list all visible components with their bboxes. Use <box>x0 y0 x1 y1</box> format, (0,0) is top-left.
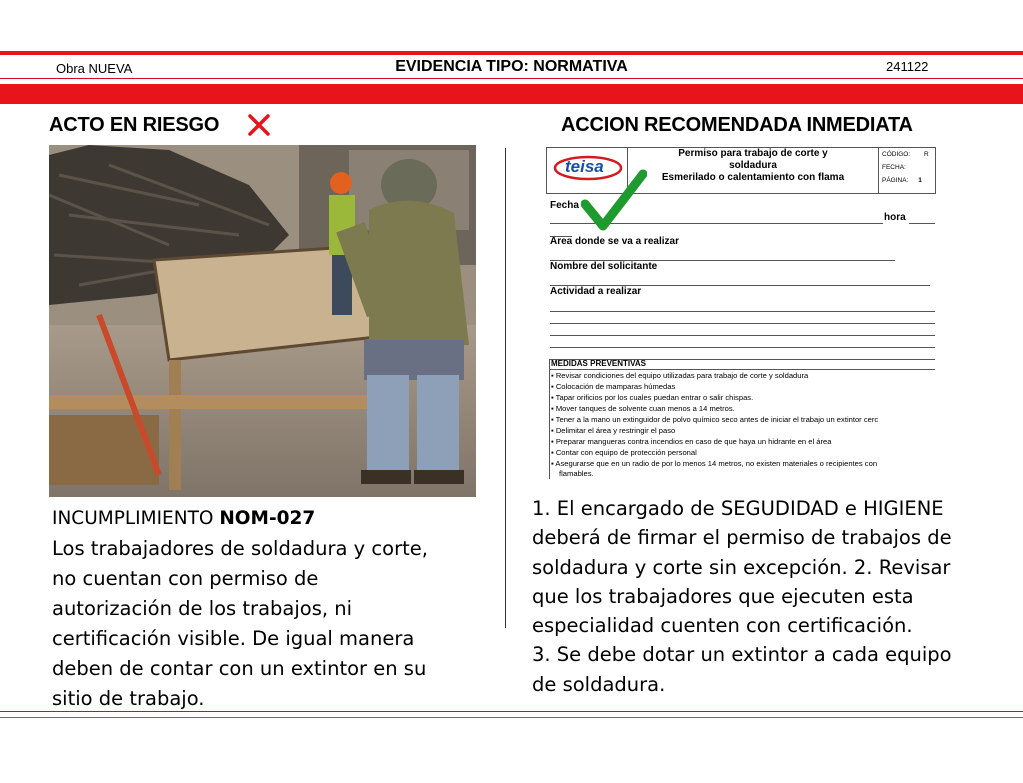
column-divider <box>505 148 506 628</box>
recommendation-line: de soldadura. <box>532 672 666 696</box>
form-meta <box>882 148 936 187</box>
measure-item: ▪ Colocación de mamparas húmedas <box>551 382 676 391</box>
meta-page-value: 1 <box>918 177 922 184</box>
measure-item: ▪ Tapar orificios por los cuales puedan entrar o salir chispas. <box>551 393 754 402</box>
field-actividad-line <box>550 347 935 348</box>
measure-item: ▪ Revisar condiciones del equipo utilizadas para trabajo de corte y soldadura <box>551 371 809 380</box>
description-line: Los trabajadores de soldadura y corte, <box>52 537 428 560</box>
measure-item: ▪ Contar con equipo de protección personal <box>551 448 697 457</box>
logo-text: teisa <box>565 157 604 176</box>
recommendation-line: 3. Se debe dotar un extintor a cada equipo <box>532 643 952 667</box>
field-actividad-line <box>550 323 935 324</box>
violation-description <box>52 534 492 714</box>
measure-item: flamables. <box>559 469 594 478</box>
document-code: 241122 <box>886 59 929 74</box>
measure-item: ▪ Delimitar el área y restringir el paso <box>551 426 676 435</box>
check-icon <box>581 168 647 232</box>
project-name: Obra NUEVA <box>56 61 133 76</box>
welding-worker-photo <box>49 145 476 497</box>
meta-date-label: FECHA: <box>882 164 906 171</box>
meta-code-label: CÓDIGO: <box>882 151 911 158</box>
form-title <box>629 148 877 184</box>
photo-illustration <box>49 145 476 497</box>
description-line: autorización de los trabajos, ni <box>52 597 353 620</box>
risk-heading <box>49 114 219 137</box>
recommendation-line: soldadura y corte sin excepción. 2. Revisar <box>532 555 951 579</box>
description-line: sitio de trabajo. <box>52 687 205 710</box>
header-top-rule <box>0 51 1023 55</box>
measures-title-rule <box>550 369 935 370</box>
measures-title: MEDIDAS PREVENTIVAS <box>551 359 646 368</box>
field-area: Area donde se va a realizar <box>550 236 679 247</box>
header-bottom-rule <box>0 78 1023 79</box>
field-solicitante: Nombre del solicitante <box>550 261 658 272</box>
field-actividad: Actividad a realizar <box>550 286 642 297</box>
field-actividad-line <box>550 335 935 336</box>
measure-item: ▪ Preparar mangueras contra incendios en caso de que haya un hidrante en el área <box>551 437 832 446</box>
footer-rule-bottom <box>0 717 1023 718</box>
recommendation-text <box>532 494 1012 699</box>
recommendation-line: deberá de firmar el permiso de trabajos de <box>532 526 952 550</box>
description-line: no cuentan con permiso de <box>52 567 319 590</box>
risk-heading-label: ACTO EN RIESGO <box>49 114 220 136</box>
meta-code-value: R <box>923 151 929 158</box>
measure-item: ▪ Mover tanques de solvente cuan menos a 14 metros. <box>551 404 735 413</box>
violation-line <box>52 504 315 534</box>
description-line: certificación visible. De igual manera <box>52 627 415 650</box>
form-meta-divider <box>878 147 879 193</box>
form-title-line3: Esmerilado o calentamiento con flama <box>661 172 845 183</box>
red-banner <box>0 84 1023 104</box>
field-fecha: Fecha <box>550 200 579 211</box>
action-heading: ACCION RECOMENDADA INMEDIATA <box>561 114 913 136</box>
cross-icon <box>246 113 272 137</box>
violation-prefix: INCUMPLIMIENTO <box>52 508 220 529</box>
measure-item: ▪ Tener a la mano un extinguidor de polvo químico seco antes de iniciar el trabajo un extintor cerc <box>551 415 879 424</box>
recommendation-line: 1. El encargado de SEGUDIDAD e HIGIENE <box>532 497 944 520</box>
violation-code: NOM-027 <box>219 508 316 529</box>
page-title: EVIDENCIA TIPO: NORMATIVA <box>395 58 628 75</box>
meta-page-label: PÁGINA: <box>882 177 909 184</box>
field-hora-line <box>909 223 935 224</box>
field-actividad-line <box>550 311 935 312</box>
description-line: deben de contar con un extintor en su <box>52 657 427 680</box>
recommendation-line: que los trabajadores que ejecuten esta <box>532 584 914 608</box>
recommendation-line: especialidad cuenten con certificación. <box>532 614 913 638</box>
measure-item: ▪ Asegurarse que en un radio de por lo menos 14 metros, no existen materiales o recipientes con <box>551 459 878 468</box>
form-title-line1: Permiso para trabajo de corte y <box>678 148 828 159</box>
permit-form <box>545 146 937 481</box>
footer-rule-top <box>0 711 1023 712</box>
form-title-line2: soldadura <box>729 160 777 171</box>
field-hora: hora <box>884 212 906 223</box>
